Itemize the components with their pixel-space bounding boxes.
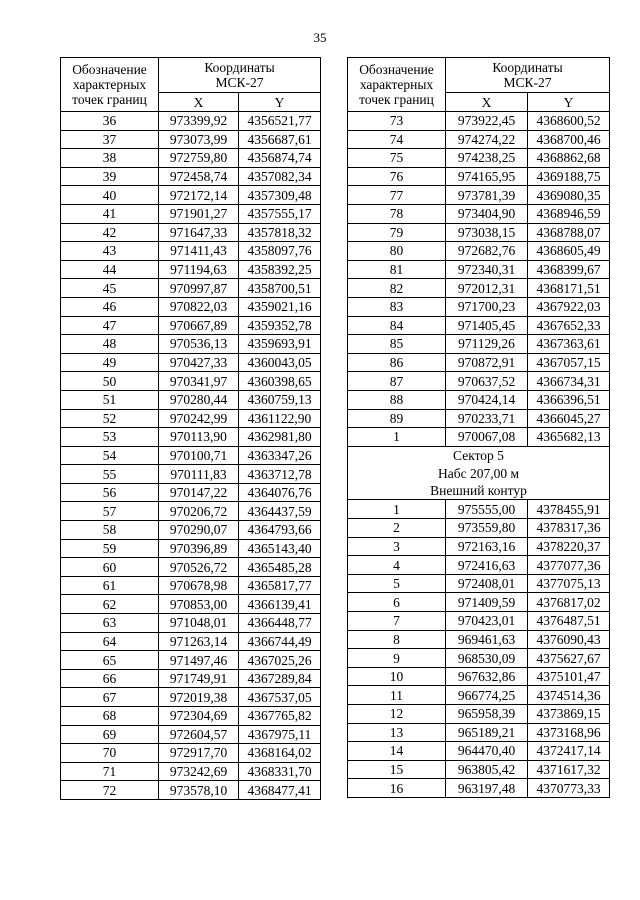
point-number: 88 — [348, 390, 446, 409]
coord-x: 973073,99 — [159, 130, 239, 149]
coord-y: 4373869,15 — [528, 705, 610, 724]
coord-y: 4357309,48 — [239, 186, 321, 205]
coord-x: 972917,70 — [159, 744, 239, 763]
table-row — [61, 502, 321, 521]
coord-y: 4375627,67 — [528, 649, 610, 668]
point-number: 87 — [348, 372, 446, 391]
coord-x: 970396,89 — [159, 539, 239, 558]
coord-x: 970637,52 — [446, 372, 528, 391]
coord-x: 970111,83 — [159, 465, 239, 484]
table-row — [61, 614, 321, 633]
table-row — [61, 558, 321, 577]
coord-y: 4364437,59 — [239, 502, 321, 521]
point-number: 55 — [61, 465, 159, 484]
table-row — [61, 632, 321, 651]
coord-y: 4368788,07 — [528, 223, 610, 242]
coord-y: 4367289,84 — [239, 669, 321, 688]
point-number: 48 — [61, 335, 159, 354]
table-row — [348, 112, 610, 131]
coord-x: 970667,89 — [159, 316, 239, 335]
point-number: 85 — [348, 335, 446, 354]
point-number: 86 — [348, 353, 446, 372]
table-row — [61, 223, 321, 242]
coord-y: 4362981,80 — [239, 428, 321, 447]
coord-x: 972458,74 — [159, 167, 239, 186]
coord-y: 4377075,13 — [528, 574, 610, 593]
table-row — [348, 279, 610, 298]
table-row — [348, 723, 610, 742]
coord-x: 971647,33 — [159, 223, 239, 242]
point-number: 81 — [348, 260, 446, 279]
coord-y: 4367537,05 — [239, 688, 321, 707]
table-row — [348, 242, 610, 261]
section-contour: Внешний контур — [348, 482, 610, 500]
coord-x: 973038,15 — [446, 223, 528, 242]
table-row — [61, 130, 321, 149]
header-x: X — [159, 93, 239, 112]
coord-x: 971497,46 — [159, 651, 239, 670]
point-number: 54 — [61, 446, 159, 465]
coord-y: 4377077,36 — [528, 556, 610, 575]
table-row — [61, 651, 321, 670]
point-number: 11 — [348, 686, 446, 705]
coord-y: 4363712,78 — [239, 465, 321, 484]
coord-x: 970206,72 — [159, 502, 239, 521]
coord-y: 4365682,13 — [528, 428, 610, 447]
coord-x: 967632,86 — [446, 667, 528, 686]
point-number: 79 — [348, 223, 446, 242]
coord-y: 4364793,66 — [239, 521, 321, 540]
coord-y: 4356874,74 — [239, 149, 321, 168]
coord-x: 970242,99 — [159, 409, 239, 428]
coord-x: 972012,31 — [446, 279, 528, 298]
coord-x: 970113,90 — [159, 428, 239, 447]
coord-x: 970678,98 — [159, 576, 239, 595]
coord-y: 4360398,65 — [239, 372, 321, 391]
coord-x: 970536,13 — [159, 335, 239, 354]
table-row — [61, 669, 321, 688]
coord-x: 971411,43 — [159, 242, 239, 261]
coord-y: 4367922,03 — [528, 297, 610, 316]
table-row — [348, 223, 610, 242]
coord-x: 970997,87 — [159, 279, 239, 298]
coord-y: 4376090,43 — [528, 630, 610, 649]
point-number: 58 — [61, 521, 159, 540]
coord-y: 4359693,91 — [239, 335, 321, 354]
point-number: 46 — [61, 297, 159, 316]
coord-x: 974165,95 — [446, 167, 528, 186]
table-row — [61, 260, 321, 279]
point-number: 39 — [61, 167, 159, 186]
coord-x: 970233,71 — [446, 409, 528, 428]
coord-x: 973781,39 — [446, 186, 528, 205]
table-row — [61, 725, 321, 744]
table-row — [348, 204, 610, 223]
point-number: 49 — [61, 353, 159, 372]
coord-x: 970100,71 — [159, 446, 239, 465]
header-y: Y — [239, 93, 321, 112]
coord-x: 972019,38 — [159, 688, 239, 707]
coord-x: 972682,76 — [446, 242, 528, 261]
table-row — [61, 316, 321, 335]
table-row — [61, 539, 321, 558]
coord-y: 4358700,51 — [239, 279, 321, 298]
table-row — [61, 409, 321, 428]
point-number: 1 — [348, 500, 446, 519]
coord-y: 4378455,91 — [528, 500, 610, 519]
point-number: 10 — [348, 667, 446, 686]
coord-y: 4356521,77 — [239, 112, 321, 131]
coord-y: 4373168,96 — [528, 723, 610, 742]
point-number: 56 — [61, 483, 159, 502]
coord-x: 971194,63 — [159, 260, 239, 279]
coord-x: 970526,72 — [159, 558, 239, 577]
coord-x: 970290,07 — [159, 521, 239, 540]
coord-y: 4376487,51 — [528, 612, 610, 631]
point-number: 5 — [348, 574, 446, 593]
coord-x: 971901,27 — [159, 204, 239, 223]
coord-x: 972604,57 — [159, 725, 239, 744]
point-number: 4 — [348, 556, 446, 575]
point-number: 12 — [348, 705, 446, 724]
coord-x: 971749,91 — [159, 669, 239, 688]
point-number: 80 — [348, 242, 446, 261]
point-number: 57 — [61, 502, 159, 521]
table-row — [348, 335, 610, 354]
point-number: 40 — [61, 186, 159, 205]
point-number: 2 — [348, 519, 446, 538]
coord-x: 970280,44 — [159, 390, 239, 409]
coord-x: 963805,42 — [446, 760, 528, 779]
coord-y: 4368600,52 — [528, 112, 610, 131]
point-number: 76 — [348, 167, 446, 186]
table-row — [61, 335, 321, 354]
point-number: 60 — [61, 558, 159, 577]
point-number: 71 — [61, 762, 159, 781]
coord-y: 4367975,11 — [239, 725, 321, 744]
coord-x: 972163,16 — [446, 537, 528, 556]
table-row — [348, 779, 610, 798]
header-coordinates: Координаты МСК-27 — [159, 58, 321, 93]
coord-y: 4367765,82 — [239, 707, 321, 726]
coord-y: 4366744,49 — [239, 632, 321, 651]
coord-y: 4365143,40 — [239, 539, 321, 558]
coord-x: 975555,00 — [446, 500, 528, 519]
table-row — [61, 279, 321, 298]
point-number: 42 — [61, 223, 159, 242]
coord-x: 970427,33 — [159, 353, 239, 372]
point-number: 83 — [348, 297, 446, 316]
coord-y: 4368477,41 — [239, 781, 321, 800]
point-number: 38 — [61, 149, 159, 168]
page-number: 35 — [313, 30, 327, 45]
point-number: 72 — [61, 781, 159, 800]
coord-x: 972759,80 — [159, 149, 239, 168]
coord-y: 4378220,37 — [528, 537, 610, 556]
table-row — [348, 742, 610, 761]
table-row — [61, 483, 321, 502]
table-row — [61, 149, 321, 168]
point-number: 66 — [61, 669, 159, 688]
table-row — [348, 667, 610, 686]
coord-y: 4360043,05 — [239, 353, 321, 372]
table-row — [348, 705, 610, 724]
point-number: 67 — [61, 688, 159, 707]
point-number: 70 — [61, 744, 159, 763]
header-x: X — [446, 93, 528, 112]
table-row — [348, 630, 610, 649]
section-title: Сектор 5 — [348, 446, 610, 464]
coord-y: 4372417,14 — [528, 742, 610, 761]
coord-y: 4357082,34 — [239, 167, 321, 186]
coord-y: 4366045,27 — [528, 409, 610, 428]
table-row — [348, 428, 610, 447]
coord-x: 974238,25 — [446, 149, 528, 168]
coord-y: 4378317,36 — [528, 519, 610, 538]
coord-y: 4368164,02 — [239, 744, 321, 763]
table-row — [61, 744, 321, 763]
point-number: 16 — [348, 779, 446, 798]
table-row — [61, 353, 321, 372]
table-row — [348, 372, 610, 391]
coord-y: 4368946,59 — [528, 204, 610, 223]
table-row — [348, 686, 610, 705]
coord-y: 4369188,75 — [528, 167, 610, 186]
table-row — [61, 595, 321, 614]
coord-y: 4363347,26 — [239, 446, 321, 465]
coord-y: 4368171,51 — [528, 279, 610, 298]
point-number: 77 — [348, 186, 446, 205]
coord-x: 971263,14 — [159, 632, 239, 651]
coordinates-table-left — [60, 57, 321, 800]
coord-x: 973399,92 — [159, 112, 239, 131]
coord-x: 966774,25 — [446, 686, 528, 705]
point-number: 13 — [348, 723, 446, 742]
table-row — [61, 688, 321, 707]
coord-y: 4366448,77 — [239, 614, 321, 633]
coord-x: 972172,14 — [159, 186, 239, 205]
coord-x: 965189,21 — [446, 723, 528, 742]
coord-y: 4366734,31 — [528, 372, 610, 391]
coord-x: 974274,22 — [446, 130, 528, 149]
coord-x: 970822,03 — [159, 297, 239, 316]
coord-y: 4368700,46 — [528, 130, 610, 149]
coord-x: 970872,91 — [446, 353, 528, 372]
coord-x: 972408,01 — [446, 574, 528, 593]
coord-y: 4370773,33 — [528, 779, 610, 798]
coord-x: 964470,40 — [446, 742, 528, 761]
table-row — [348, 537, 610, 556]
point-number: 89 — [348, 409, 446, 428]
coord-x: 973559,80 — [446, 519, 528, 538]
point-number: 6 — [348, 593, 446, 612]
coord-y: 4376817,02 — [528, 593, 610, 612]
coord-x: 970067,08 — [446, 428, 528, 447]
coord-y: 4374514,36 — [528, 686, 610, 705]
header-point-designation: Обозначение характерных точек границ — [348, 58, 446, 112]
table-row — [348, 130, 610, 149]
table-row — [348, 297, 610, 316]
coord-x: 973404,90 — [446, 204, 528, 223]
coord-y: 4359352,78 — [239, 316, 321, 335]
table-row — [61, 576, 321, 595]
coord-y: 4371617,32 — [528, 760, 610, 779]
table-row — [348, 260, 610, 279]
coord-y: 4367057,15 — [528, 353, 610, 372]
table-row — [348, 390, 610, 409]
point-number: 8 — [348, 630, 446, 649]
coord-x: 970341,97 — [159, 372, 239, 391]
coord-y: 4375101,47 — [528, 667, 610, 686]
coord-x: 971700,23 — [446, 297, 528, 316]
coord-y: 4366396,51 — [528, 390, 610, 409]
coord-x: 972304,69 — [159, 707, 239, 726]
point-number: 84 — [348, 316, 446, 335]
section-elevation: Набс 207,00 м — [348, 464, 610, 482]
coord-x: 972416,63 — [446, 556, 528, 575]
coord-y: 4356687,61 — [239, 130, 321, 149]
coord-y: 4366139,41 — [239, 595, 321, 614]
point-number: 59 — [61, 539, 159, 558]
coord-y: 4357818,32 — [239, 223, 321, 242]
table-row — [61, 390, 321, 409]
header-y: Y — [528, 93, 610, 112]
coord-x: 971129,26 — [446, 335, 528, 354]
table-row — [61, 428, 321, 447]
coord-y: 4365817,77 — [239, 576, 321, 595]
point-number: 43 — [61, 242, 159, 261]
table-row — [61, 167, 321, 186]
point-number: 41 — [61, 204, 159, 223]
table-row — [348, 409, 610, 428]
coord-x: 970423,01 — [446, 612, 528, 631]
coord-x: 971048,01 — [159, 614, 239, 633]
coord-y: 4368862,68 — [528, 149, 610, 168]
coord-y: 4365485,28 — [239, 558, 321, 577]
point-number: 62 — [61, 595, 159, 614]
coord-x: 972340,31 — [446, 260, 528, 279]
point-number: 45 — [61, 279, 159, 298]
coord-y: 4357555,17 — [239, 204, 321, 223]
table-row — [61, 186, 321, 205]
table-row — [61, 521, 321, 540]
point-number: 14 — [348, 742, 446, 761]
table-row — [61, 372, 321, 391]
point-number: 75 — [348, 149, 446, 168]
coord-x: 963197,48 — [446, 779, 528, 798]
point-number: 74 — [348, 130, 446, 149]
point-number: 37 — [61, 130, 159, 149]
table-row — [61, 762, 321, 781]
table-row — [348, 149, 610, 168]
coord-y: 4367025,26 — [239, 651, 321, 670]
table-row — [348, 574, 610, 593]
table-row — [348, 500, 610, 519]
coord-y: 4368331,70 — [239, 762, 321, 781]
point-number: 44 — [61, 260, 159, 279]
table-row — [61, 465, 321, 484]
point-number: 3 — [348, 537, 446, 556]
point-number: 1 — [348, 428, 446, 447]
point-number: 50 — [61, 372, 159, 391]
point-number: 78 — [348, 204, 446, 223]
coord-y: 4368399,67 — [528, 260, 610, 279]
coord-y: 4364076,76 — [239, 483, 321, 502]
point-number: 9 — [348, 649, 446, 668]
table-row — [348, 519, 610, 538]
table-row — [61, 446, 321, 465]
coord-x: 970853,00 — [159, 595, 239, 614]
coord-y: 4369080,35 — [528, 186, 610, 205]
table-row — [348, 353, 610, 372]
table-row — [348, 649, 610, 668]
table-row — [348, 167, 610, 186]
point-number: 47 — [61, 316, 159, 335]
coordinates-table-right — [347, 57, 610, 798]
point-number: 68 — [61, 707, 159, 726]
table-row — [61, 204, 321, 223]
table-row — [348, 556, 610, 575]
point-number: 73 — [348, 112, 446, 131]
coord-x: 968530,09 — [446, 649, 528, 668]
coord-x: 970147,22 — [159, 483, 239, 502]
coord-y: 4359021,16 — [239, 297, 321, 316]
coord-x: 971409,59 — [446, 593, 528, 612]
coord-y: 4367652,33 — [528, 316, 610, 335]
coord-y: 4361122,90 — [239, 409, 321, 428]
coord-x: 973242,69 — [159, 762, 239, 781]
point-number: 63 — [61, 614, 159, 633]
header-point-designation: Обозначение характерных точек границ — [61, 58, 159, 112]
coord-x: 970424,14 — [446, 390, 528, 409]
point-number: 82 — [348, 279, 446, 298]
table-row — [348, 316, 610, 335]
point-number: 53 — [61, 428, 159, 447]
point-number: 64 — [61, 632, 159, 651]
coord-x: 973922,45 — [446, 112, 528, 131]
table-row — [61, 707, 321, 726]
point-number: 15 — [348, 760, 446, 779]
coord-x: 969461,63 — [446, 630, 528, 649]
point-number: 65 — [61, 651, 159, 670]
coord-y: 4368605,49 — [528, 242, 610, 261]
table-row — [61, 242, 321, 261]
table-row — [348, 593, 610, 612]
coord-x: 965958,39 — [446, 705, 528, 724]
table-row — [61, 112, 321, 131]
table-row — [348, 760, 610, 779]
coord-x: 973578,10 — [159, 781, 239, 800]
coord-y: 4358392,25 — [239, 260, 321, 279]
point-number: 52 — [61, 409, 159, 428]
coord-y: 4367363,61 — [528, 335, 610, 354]
table-row — [348, 612, 610, 631]
table-row — [348, 186, 610, 205]
point-number: 51 — [61, 390, 159, 409]
point-number: 7 — [348, 612, 446, 631]
header-coordinates: Координаты МСК-27 — [446, 58, 610, 93]
table-row — [61, 781, 321, 800]
coord-y: 4360759,13 — [239, 390, 321, 409]
point-number: 69 — [61, 725, 159, 744]
point-number: 61 — [61, 576, 159, 595]
coord-y: 4358097,76 — [239, 242, 321, 261]
point-number: 36 — [61, 112, 159, 131]
coord-x: 971405,45 — [446, 316, 528, 335]
table-row — [61, 297, 321, 316]
